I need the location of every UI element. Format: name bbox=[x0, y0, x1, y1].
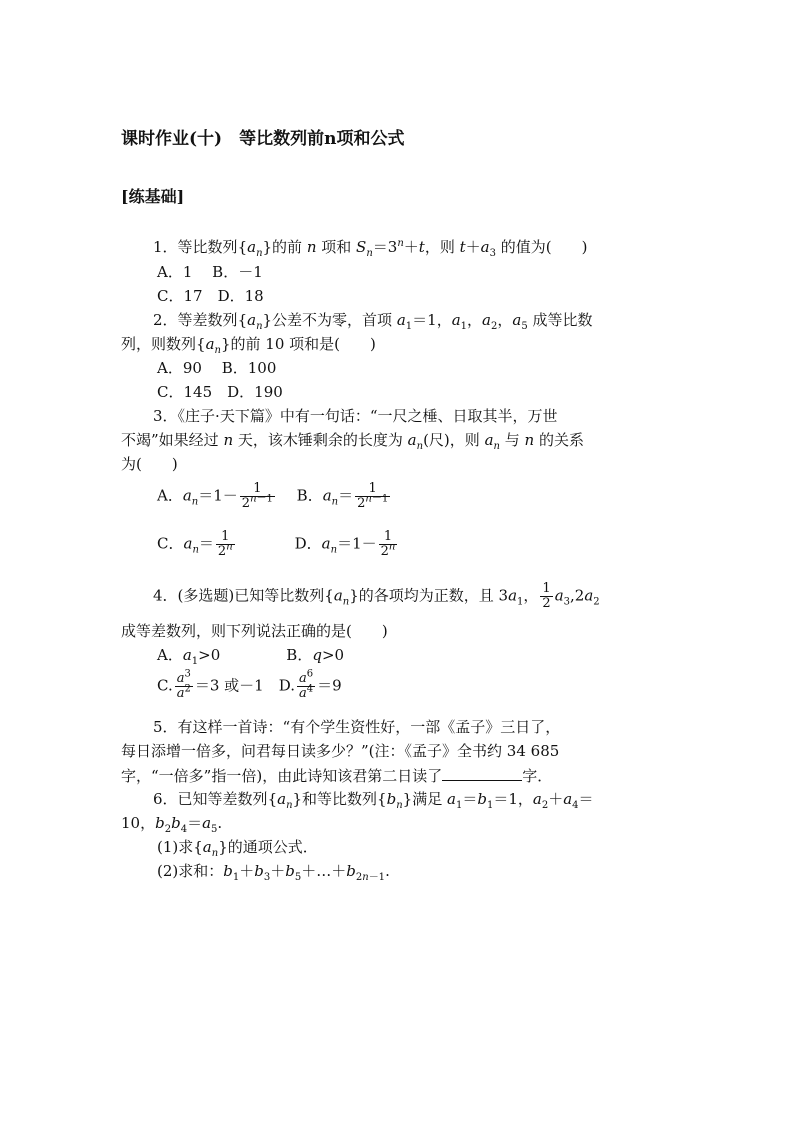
question-3-stem-end: 为( ) bbox=[121, 455, 178, 473]
q3-options-row2: C．$a_n=$ $\frac{1}{2^n}$ D．$a_n=1-$ $\frac{1}{2^n}$ bbox=[157, 529, 396, 559]
question-2-stem-cont: 列，则数列$\{a_n\}$的前 10 项和是( ) bbox=[121, 335, 376, 356]
q2-option-a: A．90 bbox=[157, 359, 202, 377]
question-1-options-row2 bbox=[157, 285, 264, 307]
q3-options-row1: A．$a_n=1-$ $\frac{1}{2^{n-1}}$ B．$a_n=$ $\frac{1}{2^{n-1}}$ bbox=[157, 481, 389, 511]
question-2-options-row1 bbox=[157, 357, 276, 379]
question-2-options-row2 bbox=[157, 381, 283, 403]
page-title: 课时作业(十) 等比数列前n项和公式 bbox=[121, 129, 405, 149]
question-5-stem: 5．有这样一首诗：“有个学生资性好，一部《孟子》三日了， bbox=[153, 718, 561, 736]
question-6-part-1: (1)求$\{a_n\}$的通项公式． bbox=[157, 838, 318, 859]
section-heading: [练基础] bbox=[121, 187, 185, 206]
question-6-stem-cont: 10，$b_2b_4=a_5$. bbox=[121, 814, 223, 835]
question-5-stem-cont: 每日添增一倍多，问君每日读多少？”(注：《孟子》全书约 34 685 bbox=[121, 742, 560, 760]
q4-options-row2: C. $\frac{a^3}{a^2}$ ＝3 或－1 D. $\frac{a^6}{a^4}$ ＝9 bbox=[157, 668, 342, 701]
question-4-stem-cont: 成等差数列，则下列说法正确的是( ) bbox=[121, 622, 388, 640]
question-4-stem: 4．(多选题)已知等比数列$\{a_n\}$的各项均为正数，且 $3a_1$， $\frac{1}{2}$ $a_3,2a_2$ bbox=[153, 581, 600, 611]
question-6-part-2: (2)求和：$b_1+b_3+b_5+\dots+b_{2n-1}$. bbox=[157, 862, 390, 883]
q1-option-a: A．1 bbox=[157, 263, 193, 281]
answer-blank[interactable] bbox=[442, 764, 522, 781]
q1-option-c: C．17 bbox=[157, 287, 203, 305]
q2-option-c: C．145 bbox=[157, 383, 213, 401]
question-2-stem: 2．等差数列$\{a_n\}$公差不为零，首项 $a_1=1$，$a_1$，$a_2$，$a_5$ 成等比数 bbox=[153, 311, 593, 332]
question-3-stem-cont: 不竭”如果经过 n 天，该木锤剩余的长度为 $a_n$(尺)，则 $a_n$ 与 n 的关系 bbox=[121, 431, 584, 452]
question-1-stem: 1．等比数列$\{a_n\}$的前 n 项和 $S_n=3^n+t$，则 $t+a_3$ 的值为( ) bbox=[153, 238, 588, 259]
question-5-stem-end: 字，“一倍多”指一倍)，由此诗知该君第二日读了 字． bbox=[121, 764, 552, 787]
q1-option-b: B．－1 bbox=[212, 263, 263, 281]
question-1-options-row1 bbox=[157, 261, 263, 283]
question-6-stem: 6．已知等差数列$\{a_n\}$和等比数列$\{b_n\}$满足 $a_1=b_1=1$，$a_2+a_4=$ bbox=[153, 790, 594, 811]
q4-options-row1: A．$a_1>0$ B．q>0 bbox=[157, 646, 345, 667]
q1-option-d: D．18 bbox=[217, 287, 264, 305]
q2-option-d: D．190 bbox=[227, 383, 283, 401]
question-3-stem: 3．《庄子·天下篇》中有一句话：“一尺之棰、日取其半，万世 bbox=[153, 407, 558, 425]
q2-option-b: B．100 bbox=[221, 359, 277, 377]
